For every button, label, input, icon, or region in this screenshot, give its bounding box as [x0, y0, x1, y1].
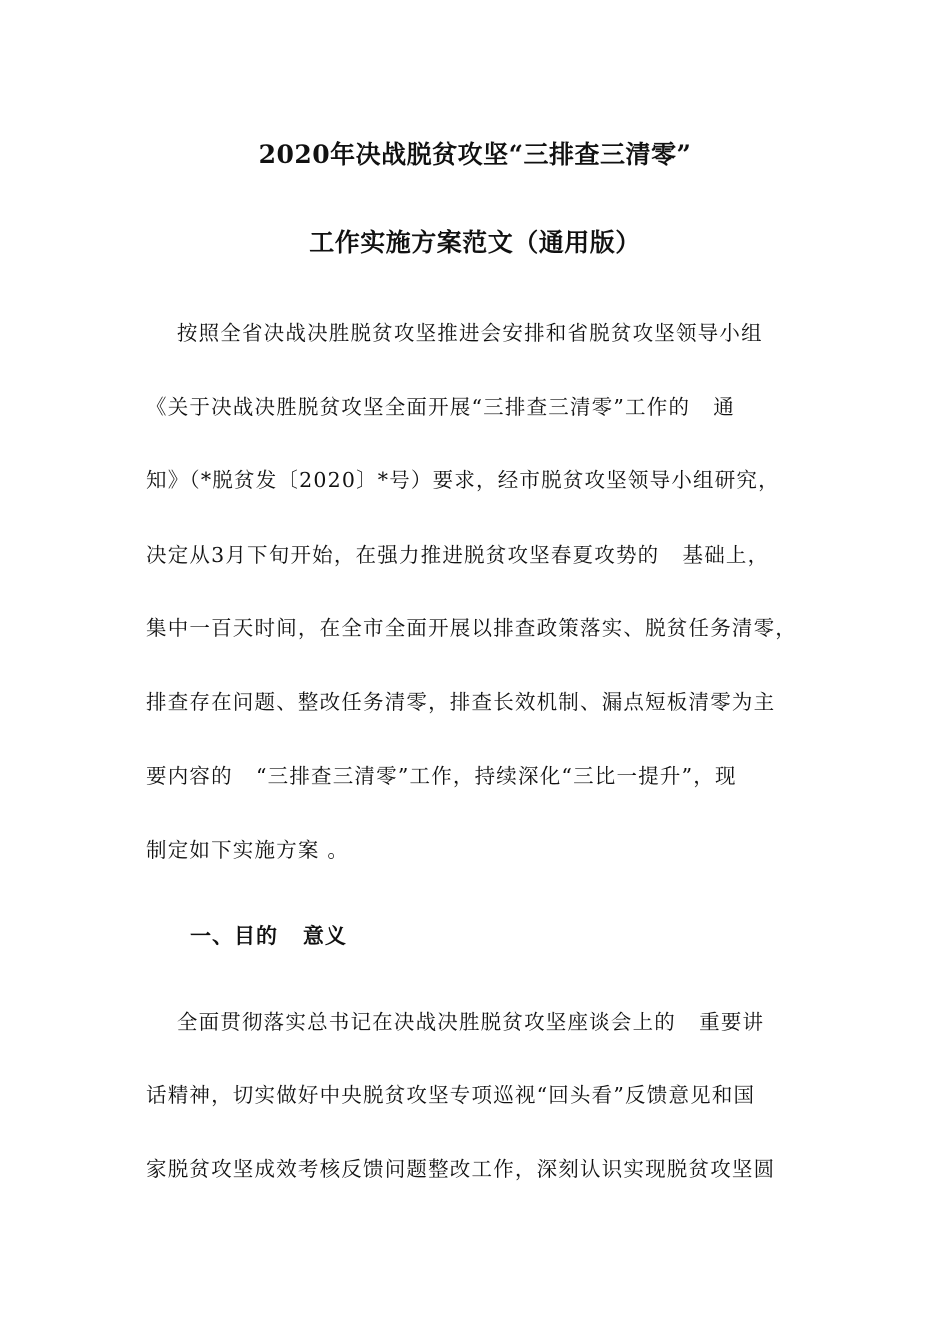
paragraph-1-line: 排查存在问题、整改任务清零，排查长效机制、漏点短板清零为主: [146, 690, 776, 714]
document-title-line-2: 工作实施方案范文（通用版）: [309, 228, 641, 257]
paragraph-1-line: 集中一百天时间，在全市全面开展以排查政策落实、脱贫任务清零，: [146, 616, 797, 640]
paragraph-1-line: 决定从3月下旬开始，在强力推进脱贫攻坚春夏攻势的 基础上，: [146, 543, 770, 567]
paragraph-2-line: 话精神，切实做好中央脱贫攻坚专项巡视“回头看”反馈意见和国: [146, 1083, 756, 1107]
paragraph-1-line: 要内容的 “三排查三清零”工作，持续深化“三比一提升”，现: [146, 764, 737, 788]
paragraph-1-line: 《关于决战决胜脱贫攻坚全面开展“三排查三清零”工作的 通: [146, 395, 736, 419]
document-title-line-1: 2020年决战脱贫攻坚“三排查三清零”: [258, 140, 692, 169]
paragraph-1-line: 制定如下实施方案 。: [146, 838, 350, 862]
section-1-heading: 一、目的 意义: [190, 923, 347, 948]
paragraph-1-line: 按照全省决战决胜脱贫攻坚推进会安排和省脱贫攻坚领导小组: [146, 321, 763, 345]
paragraph-2-line: 家脱贫攻坚成效考核反馈问题整改工作，深刻认识实现脱贫攻坚圆: [146, 1157, 776, 1181]
paragraph-1-line: 知》（*脱贫发〔2020〕*号）要求，经市脱贫攻坚领导小组研究，: [146, 468, 780, 492]
paragraph-2-line: 全面贯彻落实总书记在决战决胜脱贫攻坚座谈会上的 重要讲: [146, 1010, 765, 1034]
